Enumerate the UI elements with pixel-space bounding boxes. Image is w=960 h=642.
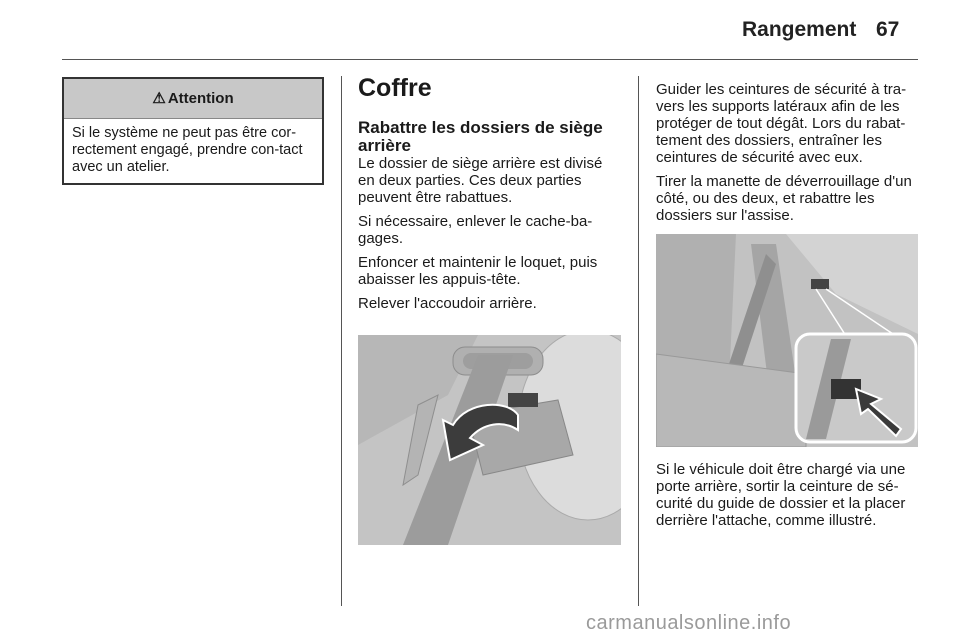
- attention-box: [62, 77, 324, 185]
- headrest-latch-illustration: [358, 335, 621, 545]
- figure-headrest-latch: [358, 335, 621, 545]
- column-divider-left: [341, 76, 342, 606]
- header-rule: [62, 59, 918, 60]
- paragraph: Si le véhicule doit être chargé via une porte arrière, sortir la ceinture de sé-curité du guide de dossier et la placer derrière l'attache, comme illustré.: [656, 461, 906, 529]
- paragraph: Tirer la manette de déverrouillage d'un côté, ou des deux, et rabattre les dossiers sur l'assise.: [656, 173, 912, 224]
- right-column: [656, 81, 922, 231]
- warning-triangle-icon: ⚠: [152, 90, 166, 107]
- bottom-text: [656, 461, 922, 536]
- paragraph: Relever l'accoudoir arrière.: [358, 295, 537, 312]
- paragraph: Si nécessaire, enlever le cache-ba-gages.: [358, 213, 593, 247]
- watermark: carmanualsonline.info: [586, 612, 792, 634]
- paragraph: Enfoncer et maintenir le loquet, puis abaisser les appuis-tête.: [358, 254, 598, 288]
- section-title: Coffre: [358, 74, 432, 102]
- paragraph: Le dossier de siège arrière est divisé en deux parties. Ces deux parties peuvent être rabattues.: [358, 155, 603, 206]
- column-divider-right: [638, 76, 639, 606]
- middle-column: [358, 74, 623, 319]
- attention-title: Attention: [167, 90, 234, 107]
- seatbelt-guide-illustration: [656, 234, 918, 447]
- attention-text: Si le système ne peut pas être cor-rectement engagé, prendre con-tact avec un atelier.: [72, 125, 303, 175]
- paragraph: Guider les ceintures de sécurité à tra-vers les supports latéraux afin de les protéger de tout dégât. Lors du rabat-tement des dossiers, entraîner les ceintures de sécurité avec eux.: [656, 81, 907, 166]
- figure-seatbelt-guide: [656, 234, 918, 447]
- section-subtitle: Rabattre les dossiers de siège arrière: [358, 118, 603, 155]
- page-number: 67: [876, 18, 900, 41]
- attention-header: [64, 79, 322, 119]
- page-header-title: Rangement: [742, 18, 857, 41]
